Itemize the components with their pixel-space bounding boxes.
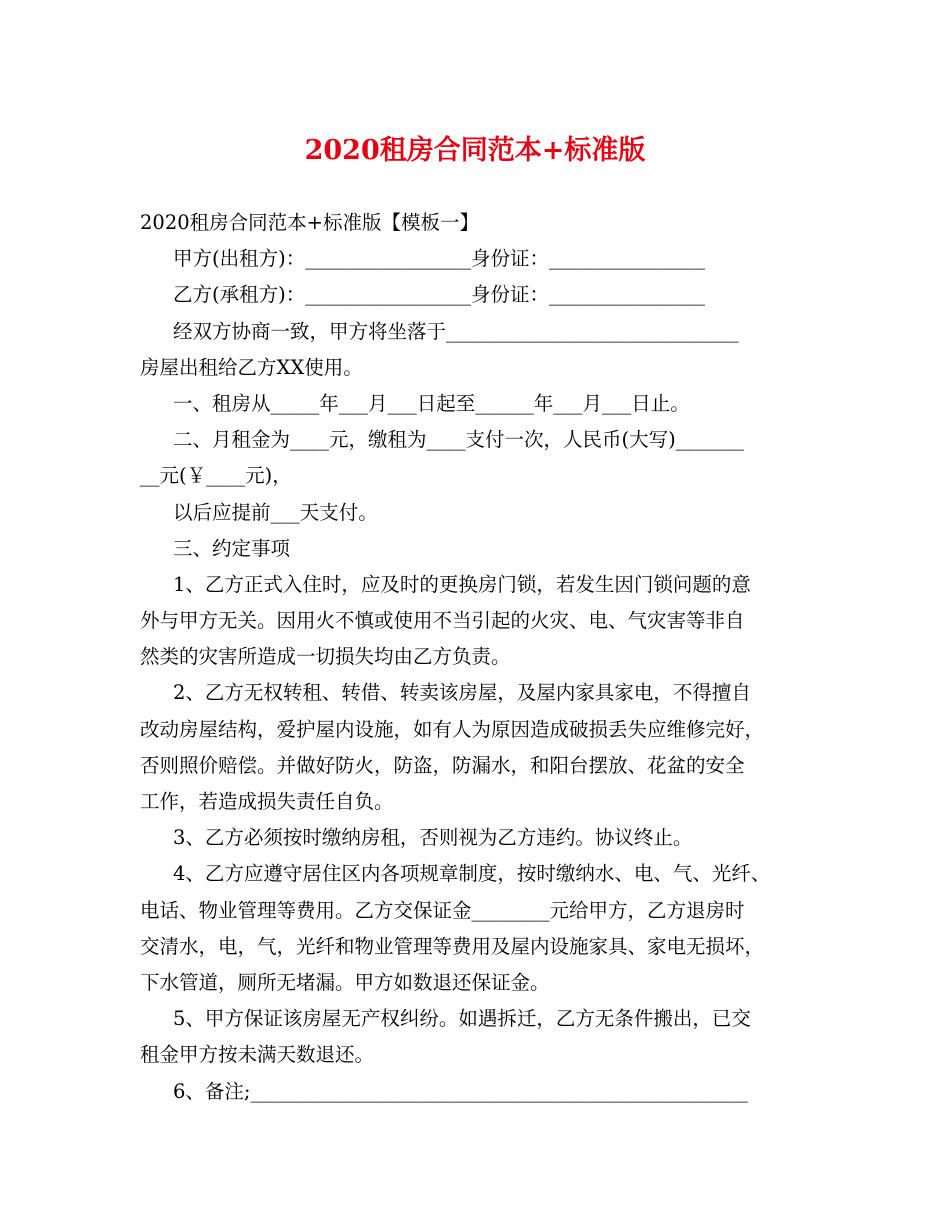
document-line: 二、月租金为____元，缴租为____支付一次，人民币(大写)_______	[173, 428, 744, 452]
document-line: 5、甲方保证该房屋无产权纠纷。如遇拆迁，乙方无条件搬出，已交	[173, 1007, 751, 1031]
document-line: 外与甲方无关。因用火不慎或使用不当引起的火灾、电、气灾害等非自	[140, 609, 745, 633]
document-line: 下水管道，厕所无堵漏。甲方如数退还保证金。	[140, 970, 550, 994]
document-line: 2、乙方无权转租、转借、转卖该房屋，及屋内家具家电，不得擅自	[173, 681, 751, 705]
document-line: 交清水，电，气，光纤和物业管理等费用及屋内设施家具、家电无损坏，	[140, 934, 765, 958]
document-line: 3、乙方必须按时缴纳房租，否则视为乙方违约。协议终止。	[173, 826, 693, 850]
document-body	[140, 205, 815, 1110]
document-line: 电话、物业管理等费用。乙方交保证金________元给甲方，乙方退房时	[140, 898, 745, 922]
document-line: 一、租房从_____年___月___日起至______年___月___日止。	[173, 391, 690, 415]
document-title: 2020租房合同范本+标准版	[304, 135, 646, 166]
document-line: 1、乙方正式入住时，应及时的更换房门锁，若发生因门锁问题的意	[173, 572, 751, 596]
document-line: 甲方(出租方)：_________________身份证：________________	[173, 247, 705, 271]
document-line: __元(￥____元)，	[140, 464, 292, 488]
document-line: 6、备注;___________________________________________________	[173, 1079, 748, 1103]
document-line: 经双方协商一致，甲方将坐落于______________________________	[173, 319, 739, 343]
document-line: 乙方(承租方)：_________________身份证：________________	[173, 283, 705, 307]
document-line: 工作，若造成损失责任自负。	[140, 790, 394, 813]
document-line: 改动房屋结构，爱护屋内设施，如有人为原因造成破损丢失应维修完好，	[140, 717, 765, 741]
document-line: 租金甲方按未满天数退还。	[140, 1043, 375, 1067]
document-line: 房屋出租给乙方XX使用。	[140, 355, 363, 379]
document-line: 2020租房合同范本+标准版【模板一】	[140, 211, 479, 234]
document-line: 三、约定事项	[173, 536, 291, 560]
document-line: 4、乙方应遵守居住区内各项规章制度，按时缴纳水、电、气、光纤、	[173, 862, 771, 886]
document-line: 以后应提前___天支付。	[173, 500, 378, 524]
document-line: 然类的灾害所造成一切损失均由乙方负责。	[140, 645, 511, 669]
document-line: 否则照价赔偿。并做好防火，防盗，防漏水，和阳台摆放、花盆的安全	[140, 753, 745, 777]
